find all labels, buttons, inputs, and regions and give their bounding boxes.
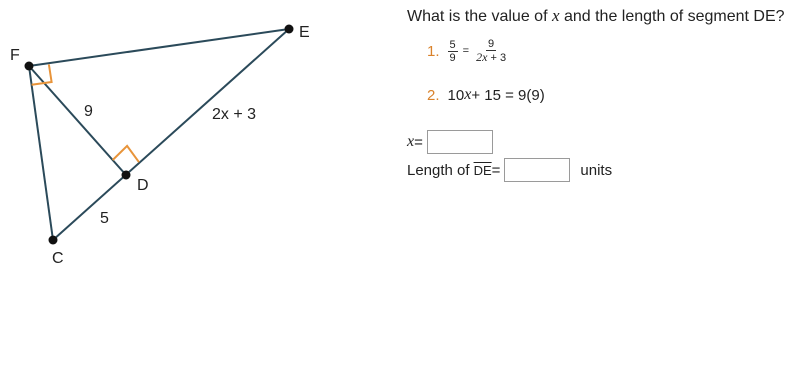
step-2-number: 2. [427, 86, 440, 104]
units-label: units [580, 161, 613, 179]
right-angle-marker-d [113, 146, 139, 162]
x-answer-row [407, 130, 493, 154]
step-2 [427, 86, 545, 104]
fraction-right-numerator: 9 [488, 38, 495, 50]
label-dc-length: 5 [100, 210, 109, 227]
de-label-segment: $\overline{DE}$ [473, 162, 492, 178]
question-pre: What is the value of [407, 8, 552, 25]
step-2-var: x [464, 86, 472, 103]
x-label-eq: = [414, 133, 423, 151]
fraction-left [448, 39, 458, 64]
label-de-length [212, 106, 256, 123]
label-de-var: 2x [212, 106, 229, 123]
de-length-input[interactable] [504, 158, 570, 182]
point-f [25, 62, 34, 71]
step-1-number: 1. [427, 42, 440, 60]
label-d: D [137, 177, 149, 194]
label-e: E [299, 24, 310, 41]
x-value-input[interactable] [427, 130, 493, 154]
step-2-post: + 15 = 9(9) [471, 86, 545, 104]
de-label-pre: Length of [407, 161, 470, 179]
question-text [407, 6, 785, 26]
fraction-left-numerator: 5 [449, 38, 456, 51]
fraction-equals: = [462, 45, 470, 57]
segment-fe [29, 29, 289, 66]
step-2-pre: 10 [447, 86, 465, 104]
point-c [49, 236, 58, 245]
fraction-right [474, 38, 508, 64]
segment-fc [29, 66, 53, 240]
point-e [285, 25, 294, 34]
fraction-right-den-var: 2x [476, 50, 488, 64]
fraction-right-den-rest: + 3 [487, 52, 507, 64]
x-label-var: x [407, 133, 415, 150]
triangle-figure [0, 0, 400, 300]
question-post: and the length of segment DE? [559, 8, 785, 25]
segment-ce [53, 29, 289, 240]
fraction-left-denominator: 9 [449, 51, 456, 64]
de-length-answer-row [407, 158, 612, 182]
question-var: x [551, 6, 560, 25]
de-label-eq: = [491, 161, 501, 179]
step-1 [427, 38, 508, 64]
fraction-right-denominator [474, 51, 508, 64]
label-de-rest: + 3 [228, 106, 257, 123]
point-d [122, 171, 131, 180]
label-f: F [10, 47, 20, 64]
label-fd-length: 9 [84, 103, 93, 120]
right-angle-marker-f [32, 65, 52, 85]
label-c: C [52, 250, 64, 267]
